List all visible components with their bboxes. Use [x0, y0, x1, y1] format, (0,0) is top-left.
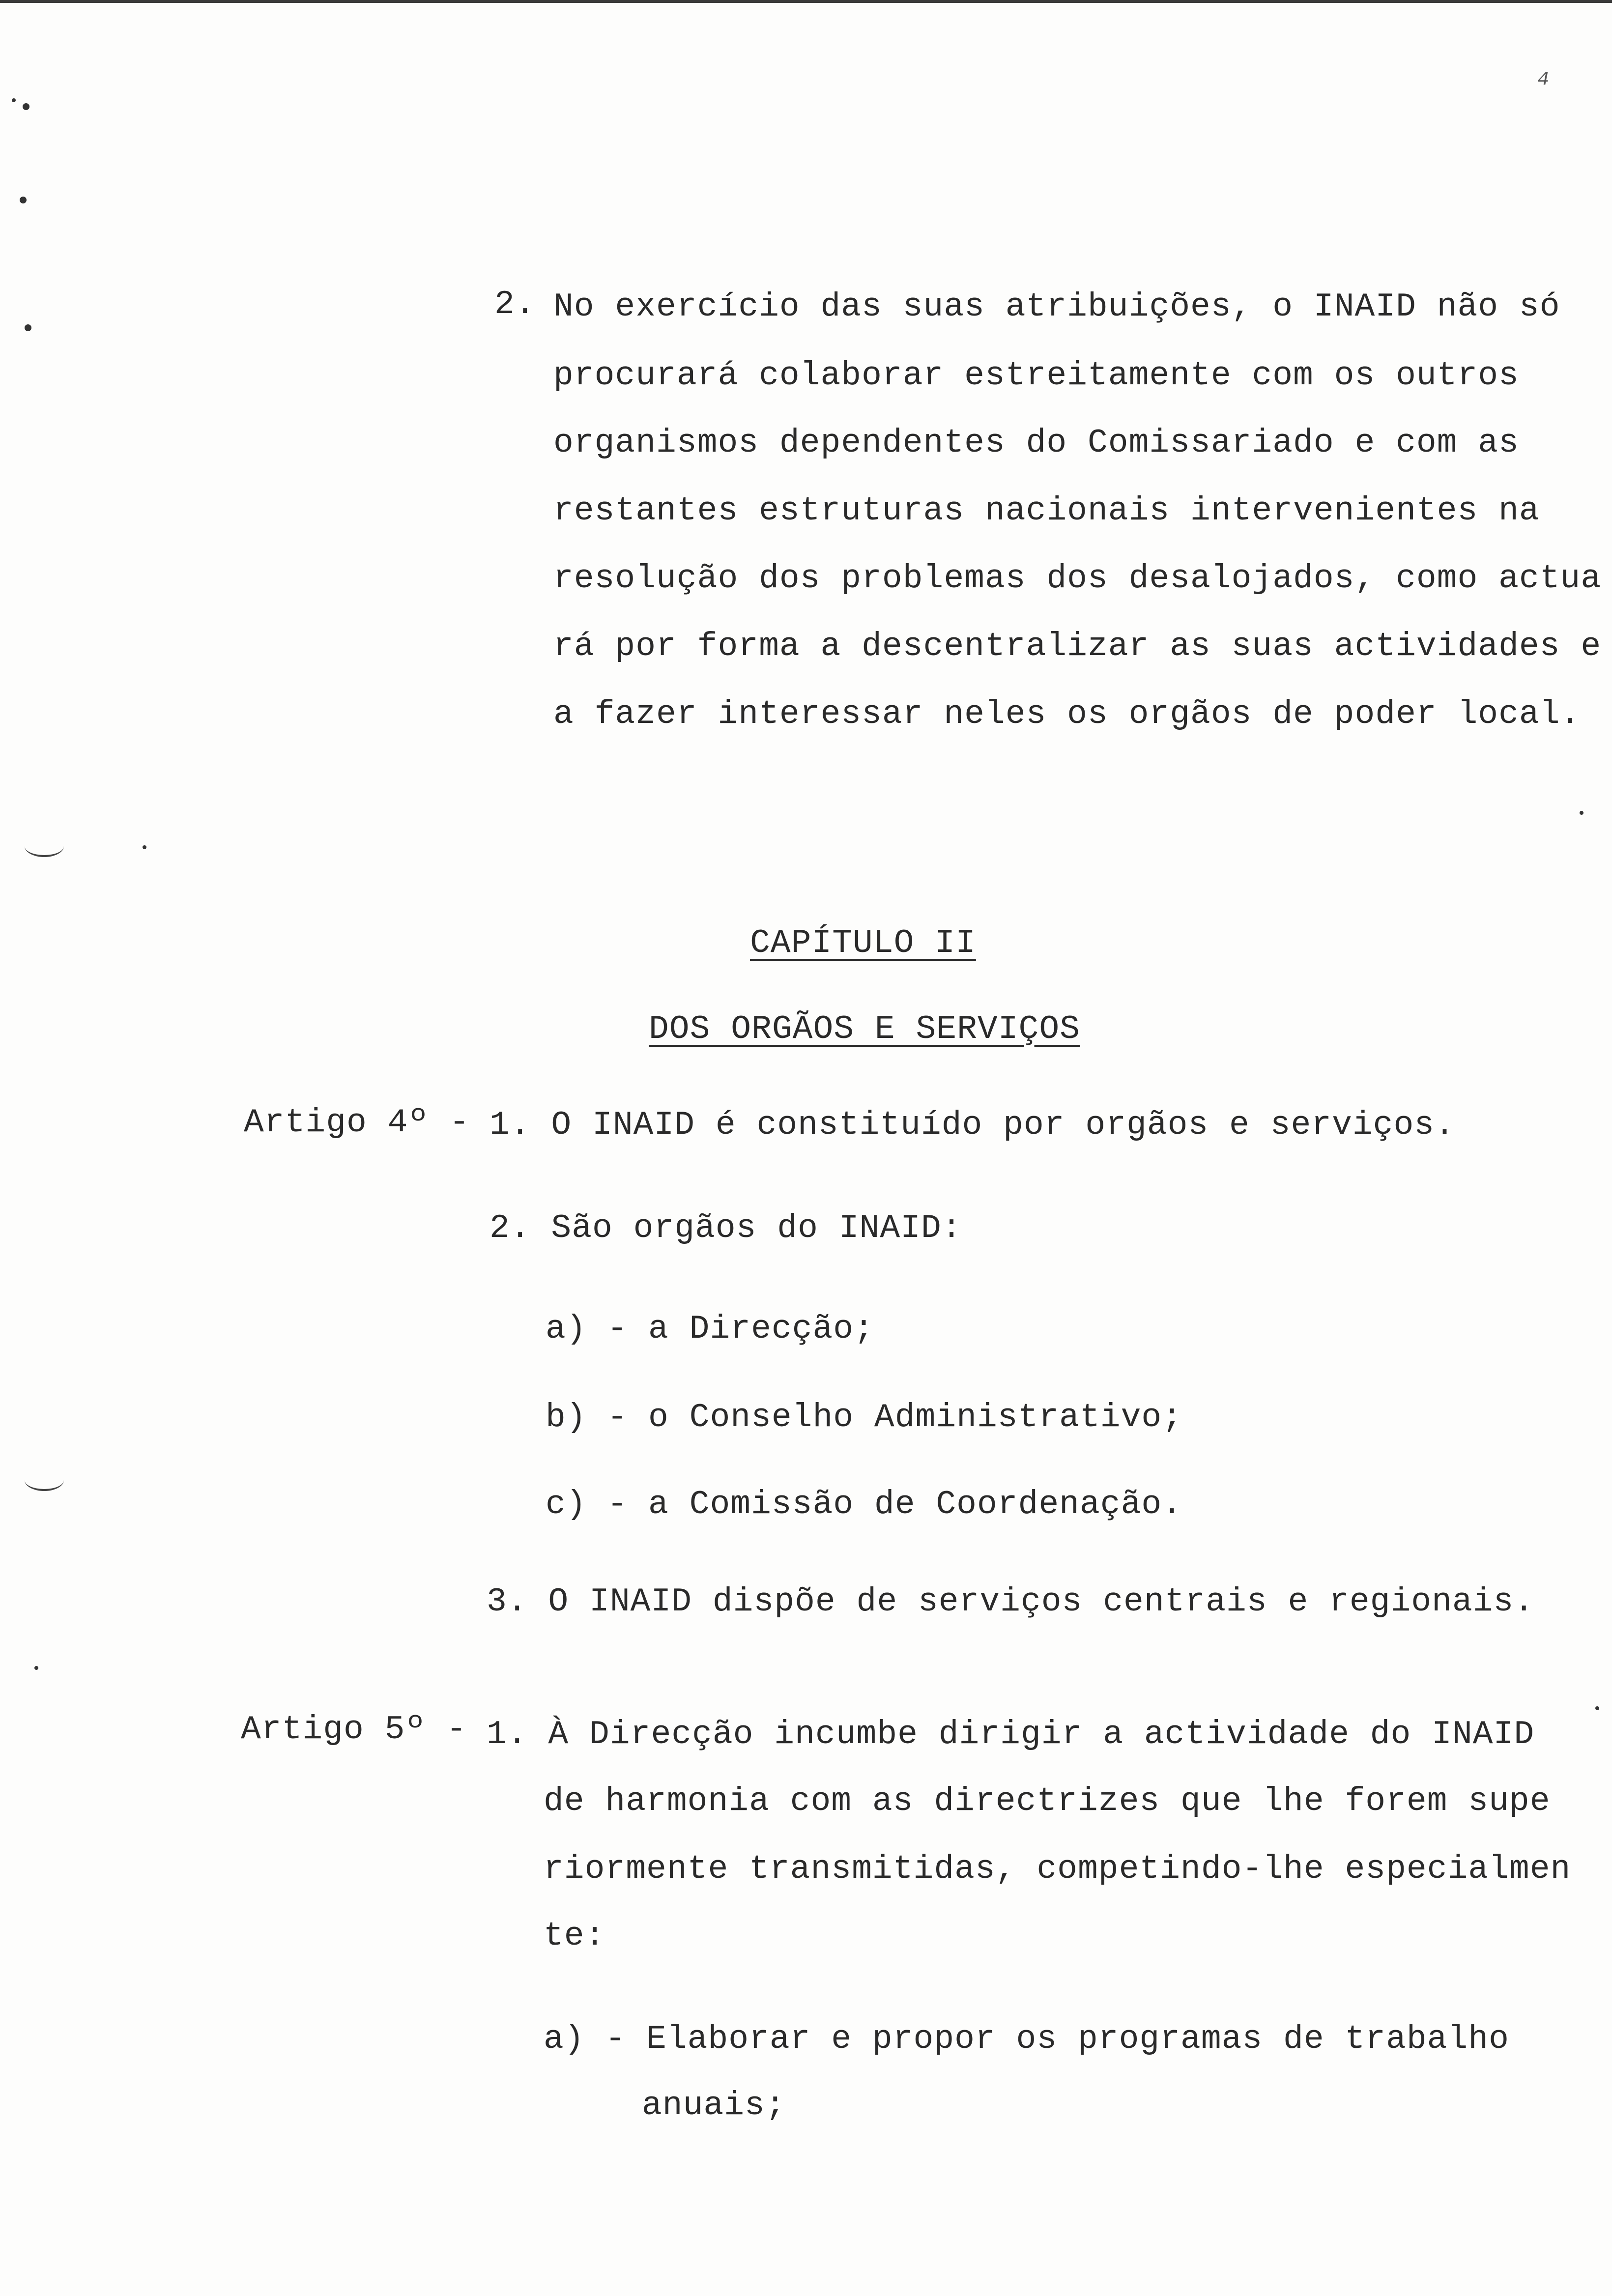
binding-hole-mark — [25, 835, 64, 857]
article5-sub-a-line-1: a) - Elaborar e propor os programas de trabalho — [544, 2020, 1509, 2058]
article4-label: Artigo 4º - — [244, 1104, 470, 1142]
article5-sub-a-line-2: anuais; — [642, 2087, 786, 2124]
para2-line-2: procurará colaborar estreitamente com os outros — [553, 357, 1519, 395]
scan-speck — [1580, 811, 1583, 815]
article4-item-3: 3. O INAID dispõe de serviços centrais e regionais. — [487, 1583, 1535, 1621]
article4-item-1: 1. O INAID é constituído por orgãos e serviços. — [489, 1106, 1455, 1144]
scan-speck — [143, 845, 146, 849]
para2-line-1: No exercício das suas atribuições, o INAID não só — [553, 288, 1560, 326]
article4-sub-a: a) - a Direcção; — [546, 1310, 874, 1348]
article5-item-1-line-4: te: — [544, 1917, 605, 1955]
article4-item-2: 2. São orgãos do INAID: — [489, 1209, 962, 1247]
page-mark: 4 — [1537, 69, 1550, 91]
article5-item-1-line-1: 1. À Direcção incumbe dirigir a actividade do INAID — [487, 1716, 1535, 1753]
article5-item-1-line-3: riormente transmitidas, competindo-lhe especialmen — [544, 1850, 1571, 1888]
scan-speck — [23, 103, 29, 110]
scan-speck — [12, 98, 16, 102]
binding-hole-mark — [25, 1469, 64, 1491]
article4-sub-c: c) - a Comissão de Coordenação. — [546, 1486, 1183, 1523]
article5-label: Artigo 5º - — [241, 1711, 467, 1749]
para2-line-6: rá por forma a descentralizar as suas actividades e — [553, 628, 1602, 665]
top-edge-rule — [0, 0, 1612, 3]
para2-line-4: restantes estruturas nacionais intervenientes na — [553, 492, 1540, 530]
para2-line-7: a fazer interessar neles os orgãos de poder local. — [553, 695, 1581, 733]
scan-speck — [1595, 1706, 1599, 1710]
scan-speck — [34, 1666, 38, 1670]
article5-item-1-line-2: de harmonia com as directrizes que lhe forem supe — [544, 1782, 1551, 1820]
chapter-subtitle: DOS ORGÃOS E SERVIÇOS — [649, 1010, 1080, 1048]
scan-speck — [20, 197, 27, 203]
para2-line-3: organismos dependentes do Comissariado e com as — [553, 424, 1519, 462]
scan-speck — [25, 324, 31, 331]
article4-sub-b: b) - o Conselho Administrativo; — [546, 1399, 1183, 1436]
para2-number: 2. — [494, 286, 536, 323]
chapter-title: CAPÍTULO II — [750, 924, 976, 962]
para2-line-5: resolução dos problemas dos desalojados, como actua — [553, 560, 1602, 598]
